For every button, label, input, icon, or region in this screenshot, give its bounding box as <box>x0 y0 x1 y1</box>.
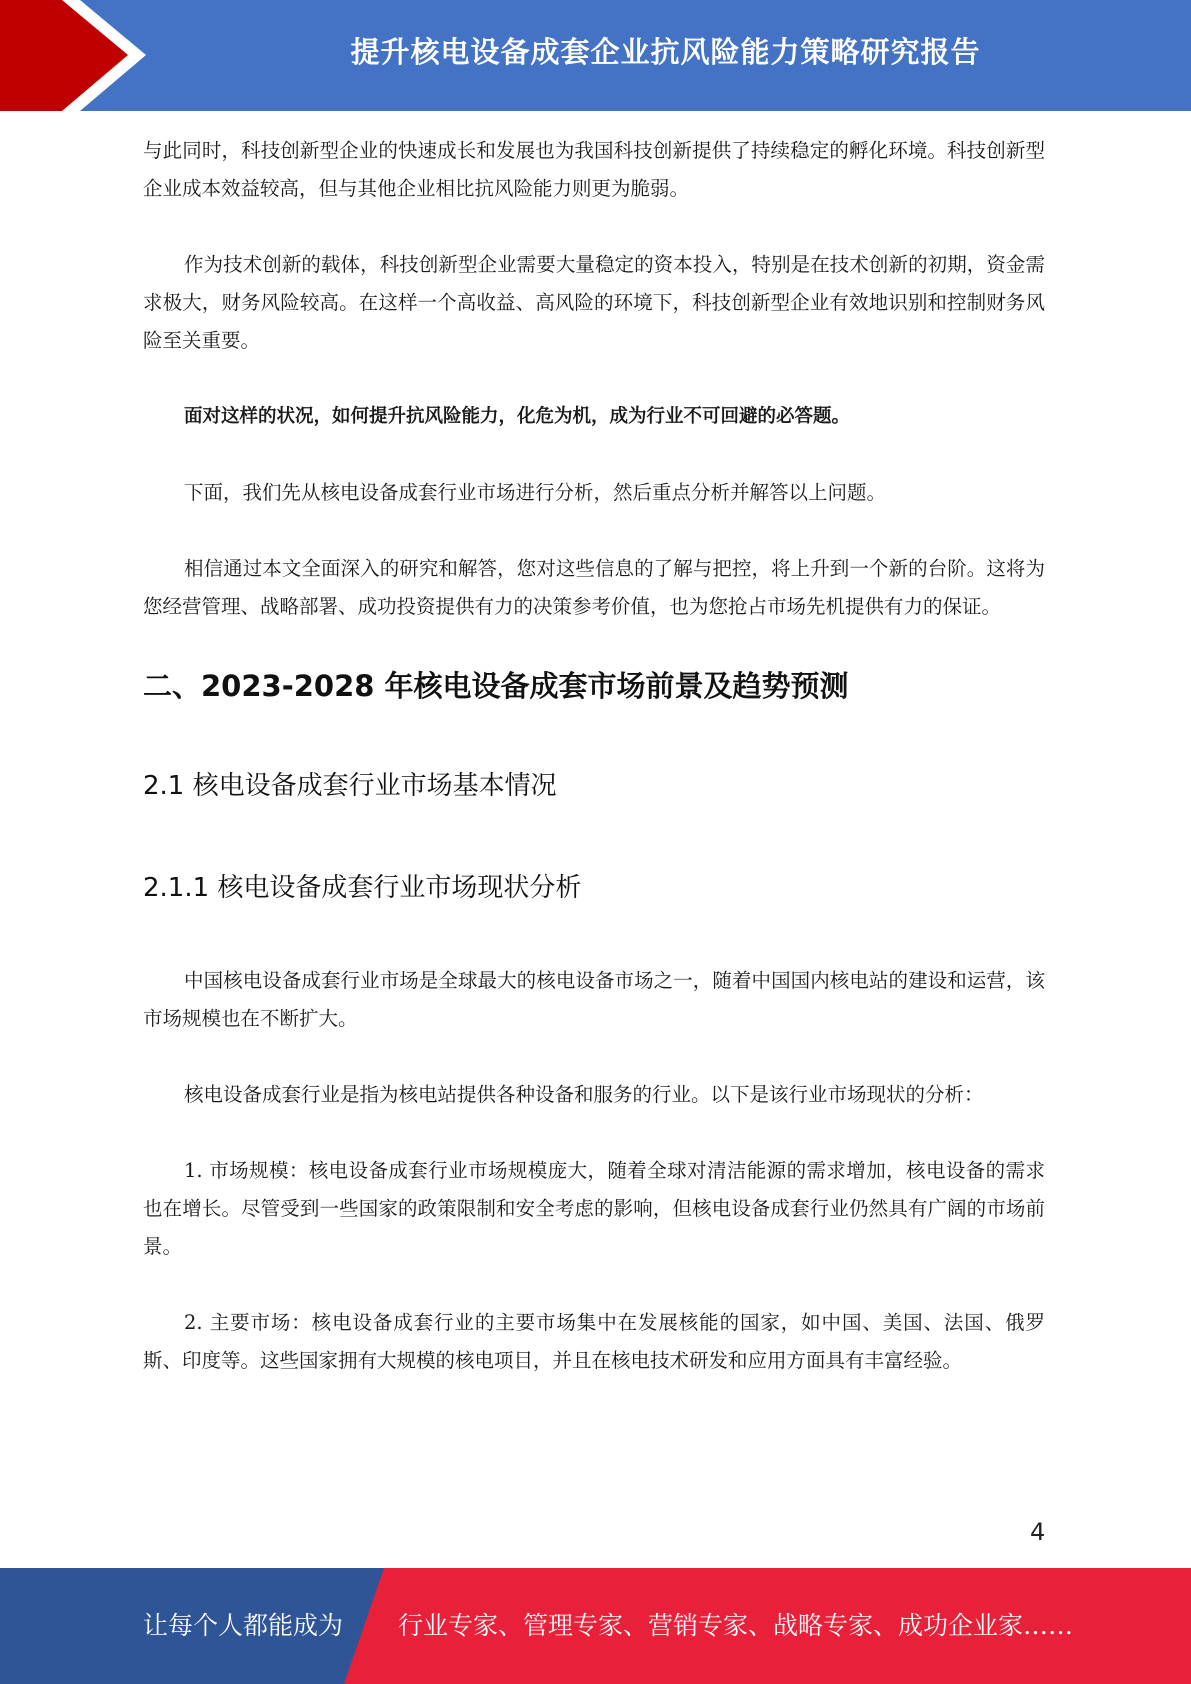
section-heading-2: 二、2023-2028 年核电设备成套市场前景及趋势预测 <box>143 669 849 703</box>
document-body <box>143 132 1045 1380</box>
paragraph-industry-definition: 核电设备成套行业是指为核电站提供各种设备和服务的行业。以下是该行业市场现状的分析： <box>184 1083 984 1106</box>
header-band <box>0 0 1191 111</box>
paragraph-key-question: 面对这样的状况，如何提升抗风险能力，化危为机，成为行业不可回避的必答题。 <box>184 406 851 427</box>
paragraph-analysis-plan: 下面，我们先从核电设备成套行业市场进行分析，然后重点分析并解答以上问题。 <box>184 481 887 504</box>
footer-slogan-left: 让每个人都能成为 <box>143 1611 344 1640</box>
report-title: 提升核电设备成套企业抗风险能力策略研究报告 <box>350 35 981 69</box>
subsection-heading-2-1-1: 2.1.1 核电设备成套行业市场现状分析 <box>143 873 582 903</box>
paragraph-intro: 与此同时，科技创新型企业的快速成长和发展也为我国科技创新提供了持续稳定的孵化环境。科技创新型企业成本效益较高，但与其他企业相比抗风险能力则更为脆弱。 <box>143 139 1045 200</box>
page-number: 4 <box>1030 1518 1046 1546</box>
paragraph-market-overview: 中国核电设备成套行业市场是全球最大的核电设备市场之一，随着中国国内核电站的建设和运营，该市场规模也在不断扩大。 <box>143 969 1045 1030</box>
footer-slogan-right: 行业专家、管理专家、营销专家、战略专家、成功企业家…… <box>398 1611 1074 1640</box>
paragraph-tech-innovation: 作为技术创新的载体，科技创新型企业需要大量稳定的资本投入，特别是在技术创新的初期，资金需求极大，财务风险较高。在这样一个高收益、高风险的环境下，科技创新型企业有效地识别和控制财务风险至关重要。 <box>143 253 1045 352</box>
list-item-market-size: 1. 市场规模：核电设备成套行业市场规模庞大，随着全球对清洁能源的需求增加，核电设备的需求也在增长。尽管受到一些国家的政策限制和安全考虑的影响，但核电设备成套行业仍然具有广阔的市场前景。 <box>143 1159 1045 1258</box>
paragraph-value-statement: 相信通过本文全面深入的研究和解答，您对这些信息的了解与把控，将上升到一个新的台阶。这将为您经营管理、战略部署、成功投资提供有力的决策参考价值，也为您抢占市场先机提供有力的保证。 <box>143 557 1045 618</box>
header-arrow-decoration <box>0 0 160 111</box>
subsection-heading-2-1: 2.1 核电设备成套行业市场基本情况 <box>143 771 557 801</box>
footer-band <box>0 1568 1191 1684</box>
list-item-main-markets: 2. 主要市场：核电设备成套行业的主要市场集中在发展核能的国家，如中国、美国、法国、俄罗斯、印度等。这些国家拥有大规模的核电项目，并且在核电技术研发和应用方面具有丰富经验。 <box>143 1311 1045 1372</box>
